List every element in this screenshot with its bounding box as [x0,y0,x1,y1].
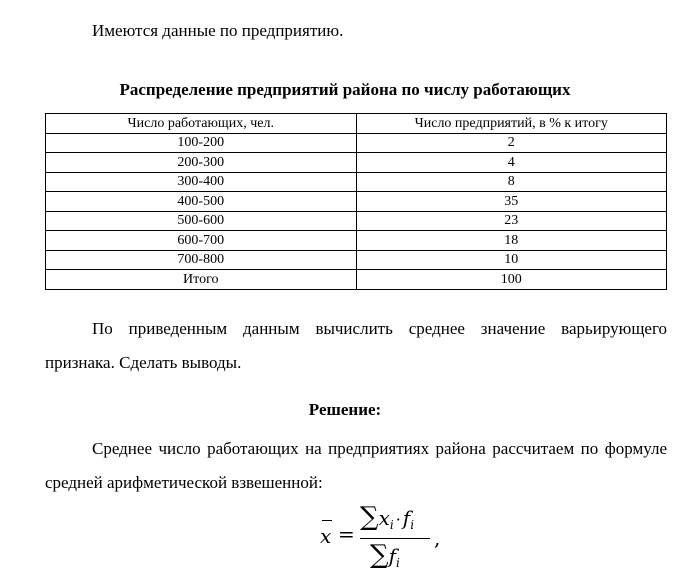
table-row [46,192,667,212]
cell-percent: 18 [356,231,667,251]
sum-symbol: ∑ [360,502,379,532]
table-row [46,211,667,231]
table-row [46,153,667,173]
multiply-dot: · [395,510,401,529]
formula-comma: , [434,526,441,550]
cell-total-value: 100 [356,270,667,290]
cell-workers-range: 200-300 [46,153,357,173]
table-header-row [46,114,667,134]
header-enterprises-percent: Число предприятий, в % к итогу [356,114,667,134]
denominator-f: f [388,544,396,568]
table-row [46,231,667,251]
cell-workers-range: 300-400 [46,172,357,192]
cell-percent: 10 [356,250,667,270]
formula-equals: = [338,522,355,546]
mean-bar [322,520,332,521]
cell-workers-range: 600-700 [46,231,357,251]
weighted-mean-formula [318,502,458,572]
distribution-table [45,113,667,290]
header-workers: Число работающих, чел. [46,114,357,134]
cell-percent: 4 [356,153,667,173]
cell-workers-range: 400-500 [46,192,357,212]
cell-workers-range: 500-600 [46,211,357,231]
table-row [46,172,667,192]
cell-workers-range: 100-200 [46,133,357,153]
cell-workers-range: 700-800 [46,250,357,270]
table-row [46,250,667,270]
solution-text: Среднее число работающих на предприятиях района рассчитаем по формуле средней арифметической взвешенной: [45,439,667,492]
intro-text: Имеются данные по предприятию. [92,21,344,40]
numerator-x: x [378,506,390,530]
formula-denominator [370,540,400,570]
numerator-x-sub: i [389,518,394,532]
cell-percent: 23 [356,211,667,231]
cell-percent: 8 [356,172,667,192]
denominator-f-sub: i [395,556,400,570]
table-title: Распределение предприятий района по числу работающих [119,80,571,99]
numerator-f-sub: i [410,518,415,532]
table-total-row [46,270,667,290]
sum-symbol: ∑ [370,540,389,570]
cell-percent: 2 [356,133,667,153]
cell-percent: 35 [356,192,667,212]
table-row [46,133,667,153]
cell-total-label: Итого [46,270,357,290]
solution-heading: Решение: [308,400,382,419]
formula-numerator [360,502,414,532]
task-text: По приведенным данным вычислить среднее значение варьирующего признака. Сделать выводы. [45,319,667,372]
fraction-line [360,538,430,539]
numerator-f: f [402,506,411,530]
formula-lhs: x [320,524,332,548]
